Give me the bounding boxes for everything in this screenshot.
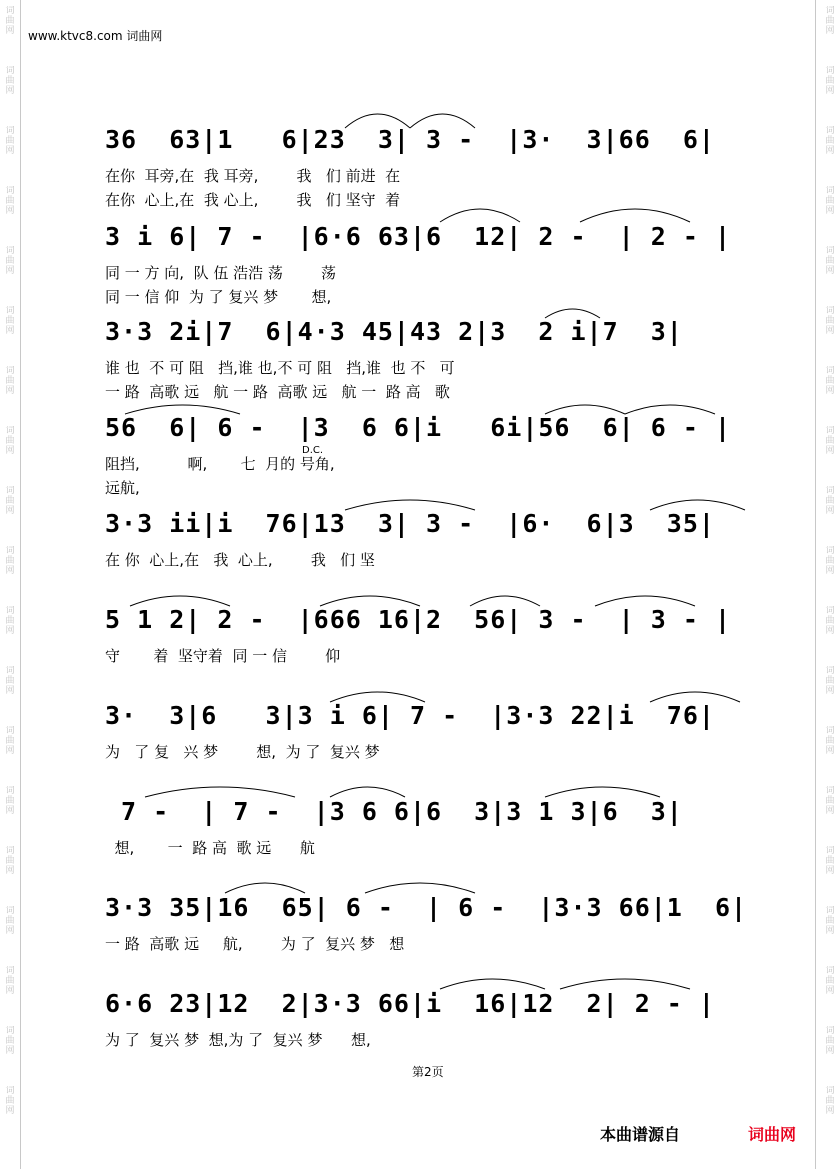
watermark-text: 词 曲 网 (825, 906, 835, 936)
watermark-text: 词 曲 网 (825, 186, 835, 216)
watermark-text: 词 曲 网 (825, 306, 835, 336)
watermark-text: 词 曲 网 (5, 966, 15, 996)
watermark-text: 词 曲 网 (5, 546, 15, 576)
notation-row: 7 - | 7 - |3 6 6|6 3|3 1 3|6 3| (105, 797, 683, 826)
lyric-line: 为 了 复兴 梦 想,为 了 复兴 梦 想, (105, 1031, 371, 1049)
notation-row: 3·3 2i|7 6|4·3 45|43 2|3 2 i|7 3| (105, 317, 683, 346)
notation-row: 3· 3|6 3|3 i 6| 7 - |3·3 22|i 76| (105, 701, 715, 730)
page-number: 第2页 (412, 1065, 444, 1079)
lyric-line: 守 着 坚守着 同 一 信 仰 (105, 647, 341, 665)
watermark-text: 词 曲 网 (5, 606, 15, 636)
watermark-text: 词 曲 网 (5, 786, 15, 816)
watermark-text: 词 曲 网 (5, 366, 15, 396)
watermark-text: 词 曲 网 (5, 1026, 15, 1056)
watermark-text: 词 曲 网 (5, 186, 15, 216)
watermark-text: 词 曲 网 (825, 1086, 835, 1116)
lyric-line: 在你 耳旁,在 我 耳旁, 我 们 前进 在 (105, 167, 401, 185)
watermark-text: 词 曲 网 (825, 246, 835, 276)
watermark-text: 词 曲 网 (825, 486, 835, 516)
watermark-text: 词 曲 网 (5, 66, 15, 96)
watermark-text: 词 曲 网 (5, 426, 15, 456)
watermark-text: 词 曲 网 (825, 786, 835, 816)
lyric-line: 在你 心上,在 我 心上, 我 们 坚守 着 (105, 191, 401, 209)
notation-row: 3·3 35|16 65| 6 - | 6 - |3·3 66|1 6| (105, 893, 748, 922)
source-label: 本曲谱源自 (600, 1125, 681, 1144)
source-brand[interactable]: 词曲网 (748, 1125, 797, 1144)
watermark-text: 词 曲 网 (5, 726, 15, 756)
notation-row: 56 6| 6 - |3 6 6|i 6i|56 6| 6 - | (105, 413, 731, 442)
lyric-line: 在 你 心上,在 我 心上, 我 们 坚 (105, 551, 375, 569)
watermark-text: 词 曲 网 (825, 126, 835, 156)
watermark-text: 词 曲 网 (825, 66, 835, 96)
watermark-text: 词 曲 网 (825, 426, 835, 456)
lyric-line: 阻挡, 啊, 七 月的 号角, (105, 455, 335, 473)
watermark-text: 词 曲 网 (5, 486, 15, 516)
notation-row: 3 i 6| 7 - |6·6 63|6 12| 2 - | 2 - | (105, 222, 731, 251)
watermark-text: 词 曲 网 (825, 366, 835, 396)
notation-row: 6·6 23|12 2|3·3 66|i 16|12 2| 2 - | (105, 989, 715, 1018)
watermark-text: 词 曲 网 (5, 306, 15, 336)
lyric-line: 一 路 高歌 远 航 一 路 高歌 远 航 一 路 高 歌 (105, 383, 450, 401)
lyric-line: 远航, (105, 479, 140, 497)
lyric-line: 同 一 信 仰 为 了 复兴 梦 想, (105, 288, 332, 306)
notation-row: 3·3 ii|i 76|13 3| 3 - |6· 6|3 35| (105, 509, 715, 538)
watermark-text: 词 曲 网 (5, 6, 15, 36)
watermark-text: 词 曲 网 (825, 726, 835, 756)
watermark-text: 词 曲 网 (825, 846, 835, 876)
watermark-text: 词 曲 网 (825, 606, 835, 636)
notation-row: 5 1 2| 2 - |666 16|2 56| 3 - | 3 - | (105, 605, 731, 634)
watermark-text: 词 曲 网 (825, 546, 835, 576)
watermark-text: 词 曲 网 (5, 1086, 15, 1116)
header-url[interactable]: www.ktvc8.com 词曲网 (28, 29, 163, 43)
watermark-text: 词 曲 网 (825, 1026, 835, 1056)
watermark-text: 词 曲 网 (5, 126, 15, 156)
watermark-text: 词 曲 网 (5, 906, 15, 936)
watermark-text: 词 曲 网 (5, 846, 15, 876)
lyric-line: 为 了 复 兴 梦 想, 为 了 复兴 梦 (105, 743, 380, 761)
watermark-text: 词 曲 网 (5, 246, 15, 276)
lyric-line: 同 一 方 向, 队 伍 浩浩 荡 荡 (105, 264, 337, 282)
watermark-text: 词 曲 网 (825, 6, 835, 36)
lyric-line: 谁 也 不 可 阻 挡,谁 也,不 可 阻 挡,谁 也 不 可 (105, 359, 455, 377)
notation-row: 36 63|1 6|23 3| 3 - |3· 3|66 6| (105, 125, 715, 154)
watermark-text: 词 曲 网 (825, 666, 835, 696)
dc-marker: D.C. (302, 445, 324, 456)
watermark-text: 词 曲 网 (825, 966, 835, 996)
lyric-line: 一 路 高歌 远 航, 为 了 复兴 梦 想 (105, 935, 405, 953)
lyric-line: 想, 一 路 高 歌 远 航 (105, 839, 315, 857)
watermark-text: 词 曲 网 (5, 666, 15, 696)
